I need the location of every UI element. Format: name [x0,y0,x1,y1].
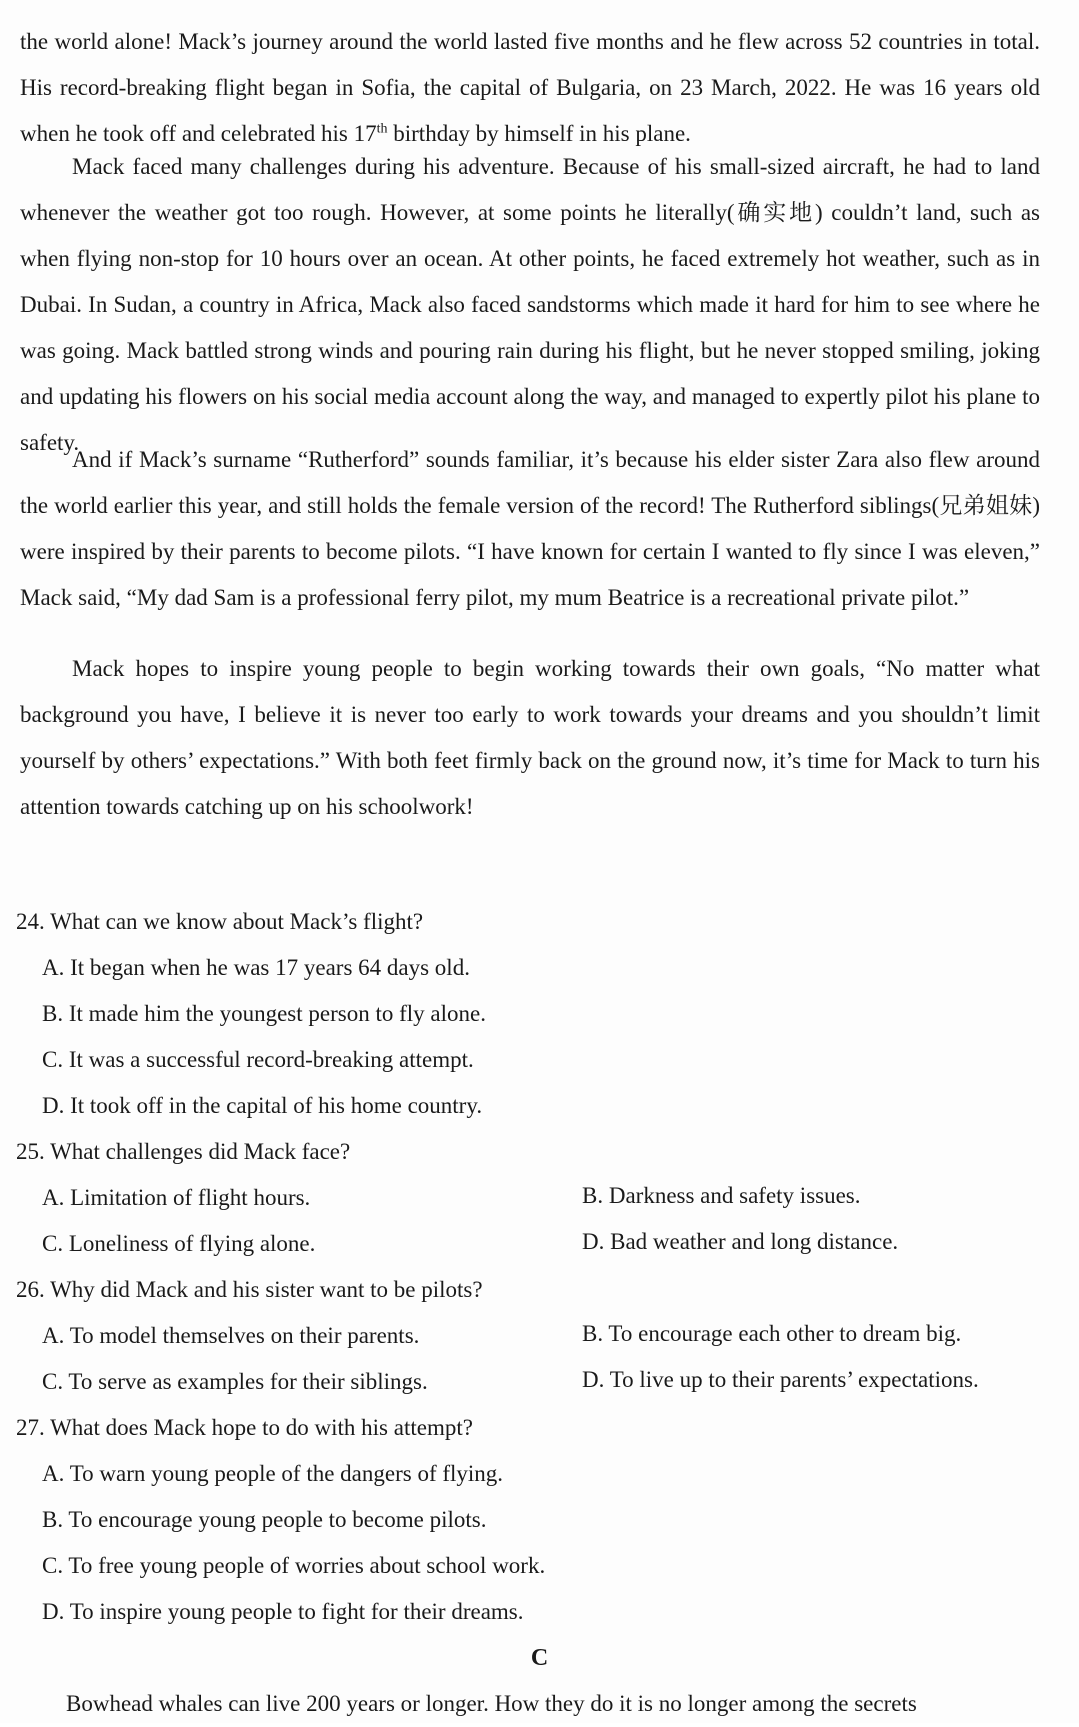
passage-paragraph-1 [20,19,1040,157]
passage-paragraph-3: And if Mack’s surname “Rutherford” sounds familiar, it’s because his elder sister Zara also flew around the world earlier this year, and still holds the female version of the record! The Rutherford siblings(兄弟姐妹) were inspired by their parents to become pilots. “I have known for certain I wanted to fly since I was eleven,” Mack said, “My dad Sam is a professional ferry pilot, my mum Beatrice is a recreational private pilot.” [20,447,1040,610]
section-c-opening-line: Bowhead whales can live 200 years or longer. How they do it is no longer among the secrets [66,1691,917,1716]
question-26-stem: 26. Why did Mack and his sister want to be pilots? [16,1277,483,1302]
question-27-option-c[interactable]: C. To free young people of worries about school work. [42,1553,546,1578]
paragraph-1-text-b: birthday by himself in his plane. [387,121,691,146]
passage-paragraph-2: Mack faced many challenges during his adventure. Because of his small-sized aircraft, he had to land whenever the weather got too rough. However, at some points he literally(确实地) couldn’t land, such as when flying non-stop for 10 hours over an ocean. At other points, he faced extremely hot weather, such as in Dubai. In Sudan, a country in Africa, Mack also faced sandstorms which made it hard for him to see where he was going. Mack battled strong winds and pouring rain during his flight, but he never stopped smiling, joking and updating his flowers on his social media account along the way, and managed to expertly pilot his plane to safety. [20,154,1040,455]
question-25-option-c[interactable]: C. Loneliness of flying alone. [42,1231,316,1256]
question-24-option-a[interactable]: A. It began when he was 17 years 64 days old. [42,955,470,980]
paragraph-1-text-a: the world alone! Mack’s journey around the world lasted five months and he flew across 52 countries in total. His record-breaking flight began in Sofia, the capital of Bulgaria, on 23 March, 2022. He was 16 years old when he took off and celebrated his 17 [20,29,1040,146]
ordinal-suffix: th [376,121,388,137]
question-27-option-d[interactable]: D. To inspire young people to fight for their dreams. [42,1599,524,1624]
question-24-stem: 24. What can we know about Mack’s flight? [16,909,424,934]
question-27-stem: 27. What does Mack hope to do with his attempt? [16,1415,473,1440]
question-26-option-b[interactable]: B. To encourage each other to dream big. [582,1321,962,1346]
question-26-option-c[interactable]: C. To serve as examples for their siblings. [42,1369,428,1394]
question-24-option-d[interactable]: D. It took off in the capital of his home country. [42,1093,483,1118]
section-c-heading: C [530,1645,549,1671]
passage-paragraph-4: Mack hopes to inspire young people to begin working towards their own goals, “No matter what background you have, I believe it is never too early to work towards your dreams and you shouldn’t limit yourself by others’ expectations.” With both feet firmly back on the ground now, it’s time for Mack to turn his attention towards catching up on his schoolwork! [20,656,1040,819]
question-25-stem: 25. What challenges did Mack face? [16,1139,351,1164]
question-25-option-a[interactable]: A. Limitation of flight hours. [42,1185,311,1210]
question-24-option-b[interactable]: B. It made him the youngest person to fly alone. [42,1001,486,1026]
question-27-option-b[interactable]: B. To encourage young people to become pilots. [42,1507,487,1532]
question-26-option-a[interactable]: A. To model themselves on their parents. [42,1323,420,1348]
question-26-option-d[interactable]: D. To live up to their parents’ expectations. [582,1367,979,1392]
question-25-option-d[interactable]: D. Bad weather and long distance. [582,1229,899,1254]
question-25-option-b[interactable]: B. Darkness and safety issues. [582,1183,861,1208]
question-27-option-a[interactable]: A. To warn young people of the dangers of flying. [42,1461,504,1486]
question-24-option-c[interactable]: C. It was a successful record-breaking attempt. [42,1047,474,1072]
